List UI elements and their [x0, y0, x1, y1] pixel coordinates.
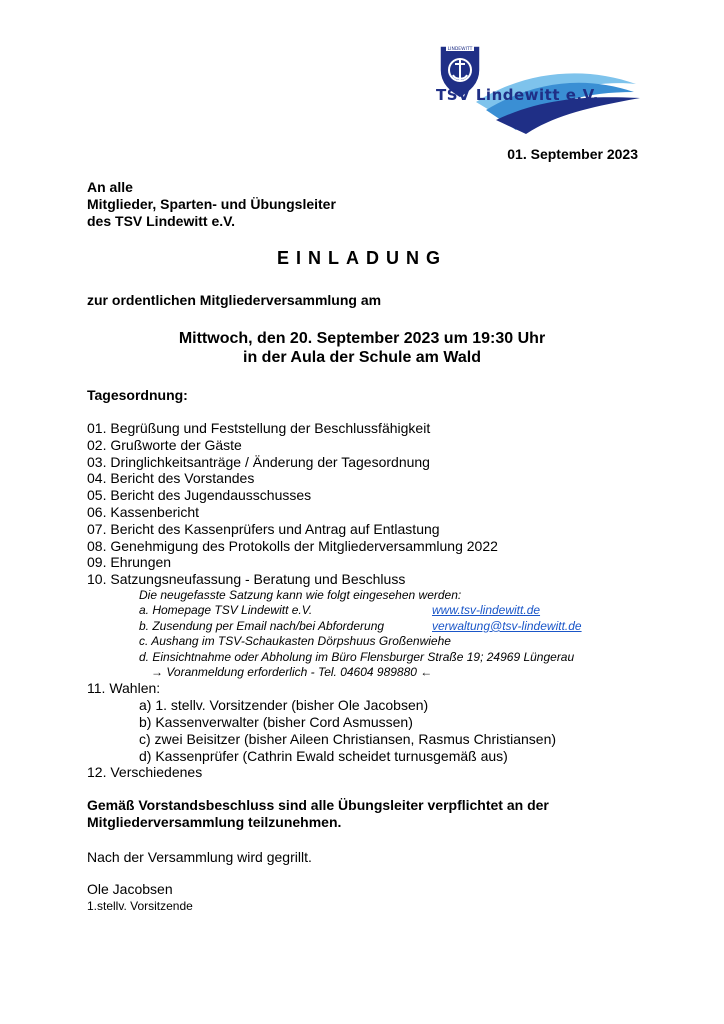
- agenda-item: 05. Bericht des Jugendausschusses: [87, 487, 312, 504]
- agenda-item: 10. Satzungsneufassung - Beratung und Beschluss: [87, 571, 406, 588]
- election-item: b) Kassenverwalter (bisher Cord Asmussen): [139, 714, 413, 730]
- attendance-note-line-2: Mitgliederversammlung teilzunehmen.: [87, 814, 342, 830]
- satzung-option-b: [87, 618, 582, 634]
- satzung-phone-note: → Voranmeldung erforderlich - Tel. 04604 989880 ←: [151, 665, 433, 679]
- agenda-item: 09. Ehrungen: [87, 554, 172, 571]
- agenda-item: 07. Bericht des Kassenprüfers und Antrag auf Entlastung: [87, 520, 440, 537]
- address-line-1: An alle: [87, 179, 133, 195]
- event-details: [0, 329, 724, 367]
- signature-role: 1.stellv. Vorsitzende: [87, 899, 193, 913]
- address-line-2: Mitglieder, Sparten- und Übungsleiter: [87, 196, 336, 212]
- election-item: d) Kassenprüfer (Cathrin Ewald scheidet turnusgemäß aus): [139, 747, 508, 764]
- letter-date: 01. September 2023: [507, 146, 638, 162]
- homepage-link[interactable]: www.tsv-lindewitt.de: [432, 603, 541, 618]
- agenda-item: 08. Genehmigung des Protokolls der Mitgliederversammlung 2022: [87, 537, 498, 554]
- svg-text:LINDEWITT: LINDEWITT: [447, 47, 473, 52]
- attendance-note-line-1: Gemäß Vorstandsbeschluss sind alle Übungsleiter verpflichtet an der: [87, 797, 549, 813]
- club-logo: [436, 40, 642, 136]
- event-datetime: Mittwoch, den 20. September 2023 um 19:30 Uhr: [178, 330, 546, 347]
- signature-name: Ole Jacobsen: [87, 881, 173, 897]
- logo-wordmark: TSV Lindewitt e.V.: [436, 86, 599, 104]
- election-item: a) 1. stellv. Vorsitzender (bisher Ole Jacobsen): [139, 697, 429, 714]
- agenda-item: 03. Dringlichkeitsanträge / Änderung der Tagesordnung: [87, 453, 430, 470]
- email-link[interactable]: verwaltung@tsv-lindewitt.de: [432, 618, 582, 633]
- invitation-subtitle: zur ordentlichen Mitgliederversammlung am: [87, 292, 382, 308]
- satzung-intro: Die neugefasste Satzung kann wie folgt eingesehen werden:: [139, 587, 462, 602]
- agenda-item: 06. Kassenbericht: [87, 503, 200, 520]
- agenda-list: [87, 420, 582, 781]
- satzung-option-a: [87, 603, 574, 618]
- agenda-item: 01. Begrüßung und Feststellung der Beschlussfähigkeit: [87, 420, 431, 436]
- satzung-option-c: c. Aushang im TSV-Schaukasten Dörpshuus Großenwiehe: [139, 634, 451, 649]
- event-location: in der Aula der Schule am Wald: [243, 349, 481, 366]
- agenda-heading: Tagesordnung:: [87, 387, 188, 403]
- address-line-3: des TSV Lindewitt e.V.: [87, 213, 236, 229]
- grill-note: Nach der Versammlung wird gegrillt.: [87, 849, 312, 865]
- attendance-note: [87, 797, 549, 831]
- satzung-option-b-text: b. Zusendung per Email nach/bei Abforderung: [139, 618, 385, 633]
- recipient-address: [87, 179, 336, 230]
- agenda-item: 12. Verschiedenes: [87, 764, 203, 781]
- agenda-item: 11. Wahlen:: [87, 680, 161, 697]
- agenda-item: 04. Bericht des Vorstandes: [87, 470, 255, 487]
- election-item: c) zwei Beisitzer (bisher Aileen Christiansen, Rasmus Christiansen): [139, 730, 557, 747]
- satzung-option-d: d. Einsichtnahme oder Abholung im Büro Flensburger Straße 19; 24969 Lüngerau: [139, 649, 575, 664]
- document-title: EINLADUNG: [277, 248, 447, 268]
- agenda-item: 02. Grußworte der Gäste: [87, 436, 242, 453]
- satzung-option-a-text: a. Homepage TSV Lindewitt e.V.: [139, 603, 313, 618]
